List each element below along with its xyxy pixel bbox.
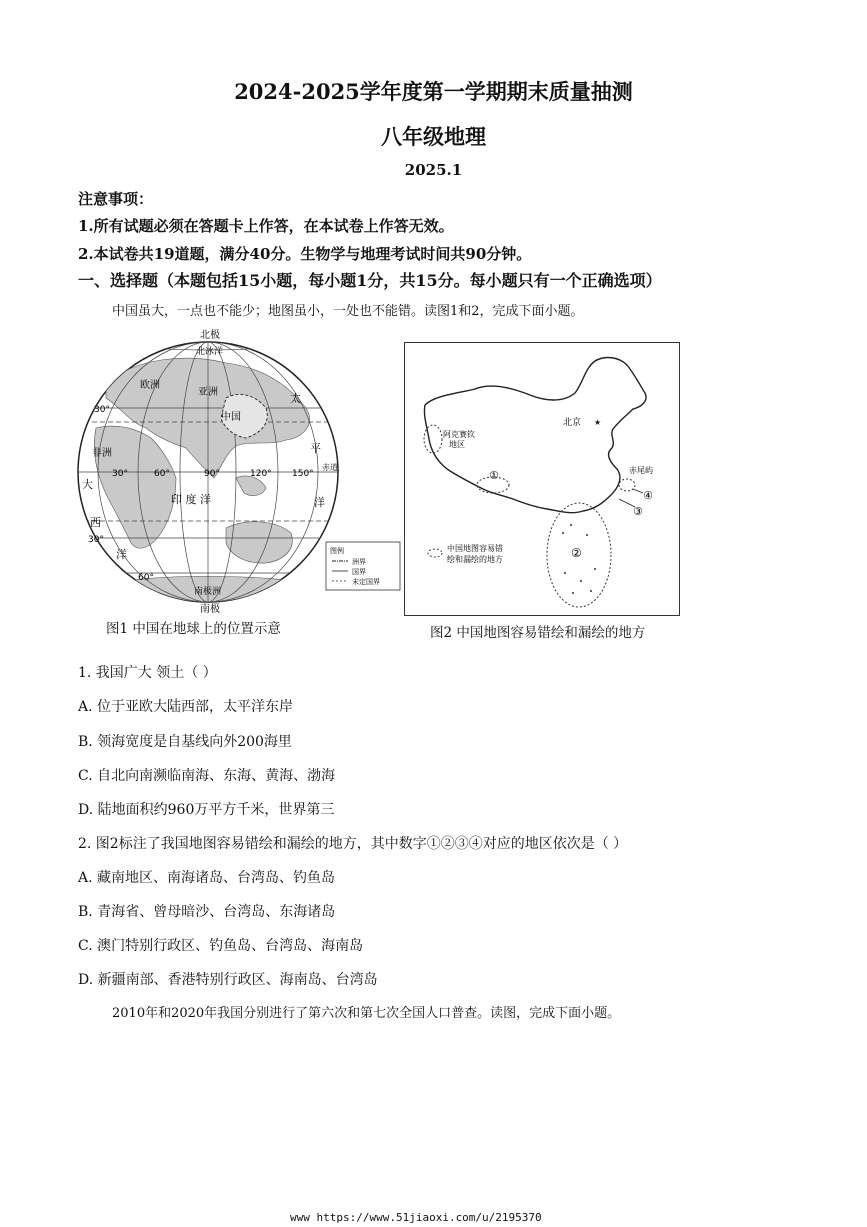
label-africa: 非洲	[92, 448, 112, 459]
figure1-globe-map	[76, 328, 406, 616]
marker-3-label: ③	[633, 505, 643, 518]
section-intro: 中国虽大，一点也不能少；地图虽小，一处也不能错。读图1和2，完成下面小题。	[112, 304, 584, 319]
figure1-caption: 图1 中国在地球上的位置示意	[106, 621, 281, 637]
label-aksai-chin-2: 地区	[449, 440, 465, 449]
label-lon-150: 150°	[292, 469, 314, 479]
label-arctic-ocean: 北冰洋	[196, 347, 224, 357]
label-beijing: 北京	[563, 418, 582, 428]
question-2-stem: 2. 图2标注了我国地图容易错绘和漏绘的地方，其中数字①②③④对应的地区依次是（ ）	[78, 836, 628, 852]
exam-subject: 八年级地理	[381, 124, 486, 149]
marker-4-ring	[619, 479, 635, 491]
marker-2-label: ②	[571, 546, 582, 560]
label-lat-60s: 60°	[138, 573, 154, 583]
label-ping: 平	[310, 442, 321, 455]
note-item-1: 1.所有试题必须在答题卡上作答，在本试卷上作答无效。	[78, 217, 454, 235]
section-intro-2: 2010年和2020年我国分别进行了第六次和第七次全国人口普查。读图，完成下面小题。	[112, 1006, 621, 1021]
label-antarctica: 南极洲	[194, 587, 222, 597]
label-china: 中国	[221, 412, 241, 423]
question-2-option-d: D. 新疆南部、香港特别行政区、海南岛、台湾岛	[78, 972, 378, 988]
notes-heading: 注意事项：	[78, 190, 154, 208]
legend1-title: 图例	[330, 547, 344, 555]
label-da: 大	[82, 478, 93, 491]
label-tai: 太	[290, 392, 301, 405]
label-lon-90: 90°	[204, 469, 220, 479]
footer-url: www https://www.51jiaoxi.com/u/2195370	[290, 1211, 542, 1224]
label-lat-30n: 30°	[94, 405, 110, 415]
figure2-china-map	[404, 342, 680, 616]
label-south-pole: 南极	[200, 604, 220, 615]
question-2-option-b: B. 青海省、曾母暗沙、台湾岛、东海诸岛	[78, 904, 336, 920]
question-1-stem: 1. 我国广大 领土（ ）	[78, 665, 217, 681]
question-1-option-c: C. 自北向南濒临南海、东海、黄海、渤海	[78, 768, 336, 784]
label-aksai-chin-1: 阿克赛钦	[443, 430, 475, 439]
marker-1-label: ①	[489, 469, 499, 482]
legend1-item-1: 洲界	[352, 558, 366, 566]
question-1-option-d: D. 陆地面积约960万平方千米，世界第三	[78, 802, 335, 818]
figure2-caption: 图2 中国地图容易错绘和漏绘的地方	[430, 625, 646, 641]
question-2-option-c: C. 澳门特别行政区、钓鱼岛、台湾岛、海南岛	[78, 938, 364, 954]
legend2-symbol	[428, 549, 442, 557]
label-north-pole: 北极	[200, 330, 220, 341]
label-lon-60: 60°	[154, 469, 170, 479]
legend1-item-3: 未定国界	[352, 578, 380, 586]
question-1-option-b: B. 领海宽度是自基线向外200海里	[78, 734, 292, 750]
marker-4-label: ④	[643, 489, 653, 502]
label-lat-30s: 30°	[88, 535, 104, 545]
legend1-item-2: 国界	[352, 568, 366, 576]
label-equator: 赤道	[322, 463, 338, 472]
svg-text:★: ★	[594, 418, 602, 427]
label-lon-120: 120°	[250, 469, 272, 479]
label-xi: 西	[90, 516, 101, 529]
label-europe: 欧洲	[140, 380, 160, 391]
label-lon-30: 30°	[112, 469, 128, 479]
exam-date: 2025.1	[404, 161, 463, 179]
note-item-2: 2.本试卷共19道题，满分40分。生物学与地理考试时间共90分钟。	[78, 245, 532, 263]
label-yang-pacific: 洋	[314, 496, 325, 509]
question-1-option-a: A. 位于亚欧大陆西部，太平洋东岸	[78, 699, 294, 715]
section-title: 一、选择题（本题包括15小题，每小题1分，共15分。每小题只有一个正确选项）	[78, 271, 662, 290]
exam-title: 2024-2025学年度第一学期期末质量抽测	[234, 79, 633, 104]
legend2-line-2: 绘和漏绘的地方	[447, 555, 503, 564]
question-2-option-a: A. 藏南地区、南海诸岛、台湾岛、钓鱼岛	[78, 870, 336, 886]
label-chiweiyu: 赤尾屿	[629, 466, 653, 475]
label-asia: 亚洲	[198, 387, 218, 398]
label-indian-ocean: 印 度 洋	[171, 493, 211, 506]
label-yang-atlantic: 洋	[116, 548, 127, 561]
legend2-line-1: 中国地图容易错	[447, 544, 503, 553]
